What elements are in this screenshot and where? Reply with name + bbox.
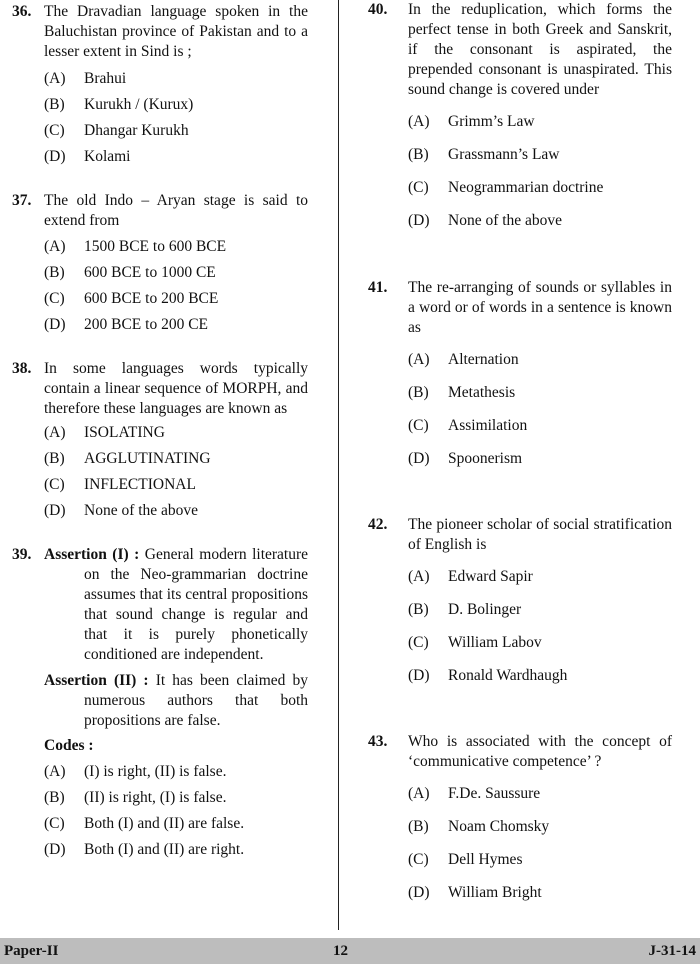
- option-d: [44, 840, 308, 860]
- option-text: AGGLUTINATING: [84, 450, 211, 467]
- page-footer: [0, 938, 700, 964]
- option-label: (C): [44, 815, 65, 832]
- option-label: (C): [408, 634, 429, 651]
- question-38: [12, 359, 308, 521]
- option-b: [408, 600, 672, 620]
- option-d: [44, 501, 308, 521]
- assertion-1-text: General modern literature on the Neo-grammarian doctrine assumes that its central propositions that sound change is regular and that it is purely phonetically conditioned are independent.: [84, 546, 309, 663]
- option-text: Brahui: [84, 70, 127, 87]
- question-number: 40.: [368, 1, 388, 18]
- option-d: [408, 666, 672, 686]
- option-text: Noam Chomsky: [448, 818, 550, 835]
- question-number: 36.: [12, 3, 32, 20]
- question-40: [368, 0, 672, 231]
- option-c: [408, 850, 672, 870]
- option-label: (B): [44, 789, 65, 806]
- option-label: (C): [44, 476, 65, 493]
- option-b: [44, 449, 308, 469]
- column-divider: [338, 0, 339, 930]
- option-label: (A): [44, 763, 66, 780]
- option-text: Ronald Wardhaugh: [448, 667, 568, 684]
- option-c: [44, 121, 308, 141]
- option-label: (C): [44, 122, 65, 139]
- option-text: Metathesis: [448, 384, 516, 401]
- option-b: [408, 383, 672, 403]
- option-text: 600 BCE to 200 BCE: [84, 290, 219, 307]
- option-text: 1500 BCE to 600 BCE: [84, 238, 227, 255]
- question-text: The re-arranging of sounds or syllables in a word or of words in a sentence is known as: [408, 279, 672, 336]
- option-label: (D): [408, 212, 430, 229]
- option-text: Both (I) and (II) are false.: [84, 815, 245, 832]
- option-label: (A): [44, 424, 66, 441]
- option-d: [408, 883, 672, 903]
- footer-code: J-31-14: [648, 943, 696, 959]
- option-c: [44, 814, 308, 834]
- option-label: (D): [408, 667, 430, 684]
- question-42: [368, 515, 672, 686]
- codes-label: Codes :: [44, 737, 94, 754]
- option-b: [44, 95, 308, 115]
- option-label: (D): [44, 148, 66, 165]
- option-label: (A): [408, 568, 430, 585]
- assertion-1: [44, 545, 308, 665]
- option-b: [408, 817, 672, 837]
- option-text: Dell Hymes: [448, 851, 523, 868]
- option-d: [408, 211, 672, 231]
- option-c: [44, 475, 308, 495]
- option-label: (A): [408, 113, 430, 130]
- option-text: Dhangar Kurukh: [84, 122, 189, 139]
- question-text: Who is associated with the concept of ‘communicative competence’ ?: [408, 733, 672, 770]
- option-label: (D): [408, 450, 430, 467]
- question-number: 39.: [12, 546, 32, 563]
- question-43: [368, 732, 672, 903]
- option-c: [408, 633, 672, 653]
- option-text: ISOLATING: [84, 424, 165, 441]
- option-label: (D): [408, 884, 430, 901]
- question-text: In the reduplication, which forms the perfect tense in both Greek and Sanskrit, if the consonant is aspirated, the prepended consonant is unaspirated. This sound change is covered under: [408, 1, 672, 98]
- option-text: Edward Sapir: [448, 568, 533, 585]
- option-label: (B): [44, 96, 65, 113]
- question-number: 37.: [12, 192, 32, 209]
- option-d: [44, 147, 308, 167]
- option-label: (B): [408, 818, 429, 835]
- option-d: [44, 315, 308, 335]
- option-b: [44, 263, 308, 283]
- assertion-2: [44, 671, 308, 731]
- option-b: [44, 788, 308, 808]
- option-label: (D): [44, 502, 66, 519]
- option-label: (B): [408, 601, 429, 618]
- option-label: (C): [44, 290, 65, 307]
- option-a: [408, 350, 672, 370]
- option-a: [44, 237, 308, 257]
- option-label: (C): [408, 417, 429, 434]
- option-a: [44, 423, 308, 443]
- question-number: 41.: [368, 279, 388, 296]
- question-37: [12, 191, 308, 335]
- option-text: Grassmann’s Law: [448, 146, 560, 163]
- option-c: [44, 289, 308, 309]
- option-c: [408, 416, 672, 436]
- option-label: (B): [408, 384, 429, 401]
- option-text: Both (I) and (II) are right.: [84, 841, 245, 858]
- option-a: [44, 69, 308, 89]
- option-label: (B): [44, 450, 65, 467]
- option-text: Spoonerism: [448, 450, 523, 467]
- option-text: None of the above: [448, 212, 563, 229]
- question-text: In some languages words typically contain a linear sequence of MORPH, and therefore these languages are known as: [44, 360, 308, 417]
- option-b: [408, 145, 672, 165]
- assertion-2-text: It has been claimed by numerous authors that both propositions are false.: [84, 672, 309, 729]
- question-text: The old Indo – Aryan stage is said to extend from: [44, 192, 308, 229]
- assertion-1-label: Assertion (I) :: [44, 546, 140, 563]
- option-d: [408, 449, 672, 469]
- option-label: (D): [44, 316, 66, 333]
- option-c: [408, 178, 672, 198]
- option-text: Grimm’s Law: [448, 113, 535, 130]
- footer-paper-label: Paper-II: [4, 943, 59, 959]
- option-text: D. Bolinger: [448, 601, 522, 618]
- question-number: 38.: [12, 360, 32, 377]
- question-number: 43.: [368, 733, 388, 750]
- option-text: Assimilation: [448, 417, 528, 434]
- option-label: (A): [44, 70, 66, 87]
- option-a: [44, 762, 308, 782]
- option-label: (A): [408, 785, 430, 802]
- option-text: (I) is right, (II) is false.: [84, 763, 227, 780]
- question-text: The pioneer scholar of social stratification of English is: [408, 516, 672, 553]
- option-text: (II) is right, (I) is false.: [84, 789, 227, 806]
- option-text: William Labov: [448, 634, 542, 651]
- option-label: (B): [44, 264, 65, 281]
- option-label: (A): [408, 351, 430, 368]
- option-text: F.De. Saussure: [448, 785, 541, 802]
- right-column: [368, 0, 672, 903]
- option-text: Neogrammarian doctrine: [448, 179, 604, 196]
- option-text: None of the above: [84, 502, 199, 519]
- option-text: 600 BCE to 1000 CE: [84, 264, 216, 281]
- left-column: [12, 0, 308, 860]
- option-text: William Bright: [448, 884, 542, 901]
- option-text: Kolami: [84, 148, 131, 165]
- option-label: (C): [408, 851, 429, 868]
- question-text: The Dravadian language spoken in the Baluchistan province of Pakistan and to a lesser extent in Sind is ;: [44, 3, 308, 60]
- option-text: Alternation: [448, 351, 519, 368]
- option-a: [408, 112, 672, 132]
- question-41: [368, 278, 672, 469]
- option-label: (A): [44, 238, 66, 255]
- question-number: 42.: [368, 516, 388, 533]
- option-a: [408, 784, 672, 804]
- option-label: (C): [408, 179, 429, 196]
- option-text: INFLECTIONAL: [84, 476, 196, 493]
- assertion-2-label: Assertion (II) :: [44, 672, 149, 689]
- option-label: (B): [408, 146, 429, 163]
- option-label: (D): [44, 841, 66, 858]
- option-text: 200 BCE to 200 CE: [84, 316, 209, 333]
- question-39: [12, 545, 308, 860]
- question-36: [12, 2, 308, 167]
- option-text: Kurukh / (Kurux): [84, 96, 194, 113]
- option-a: [408, 567, 672, 587]
- footer-page-number: 12: [333, 943, 348, 959]
